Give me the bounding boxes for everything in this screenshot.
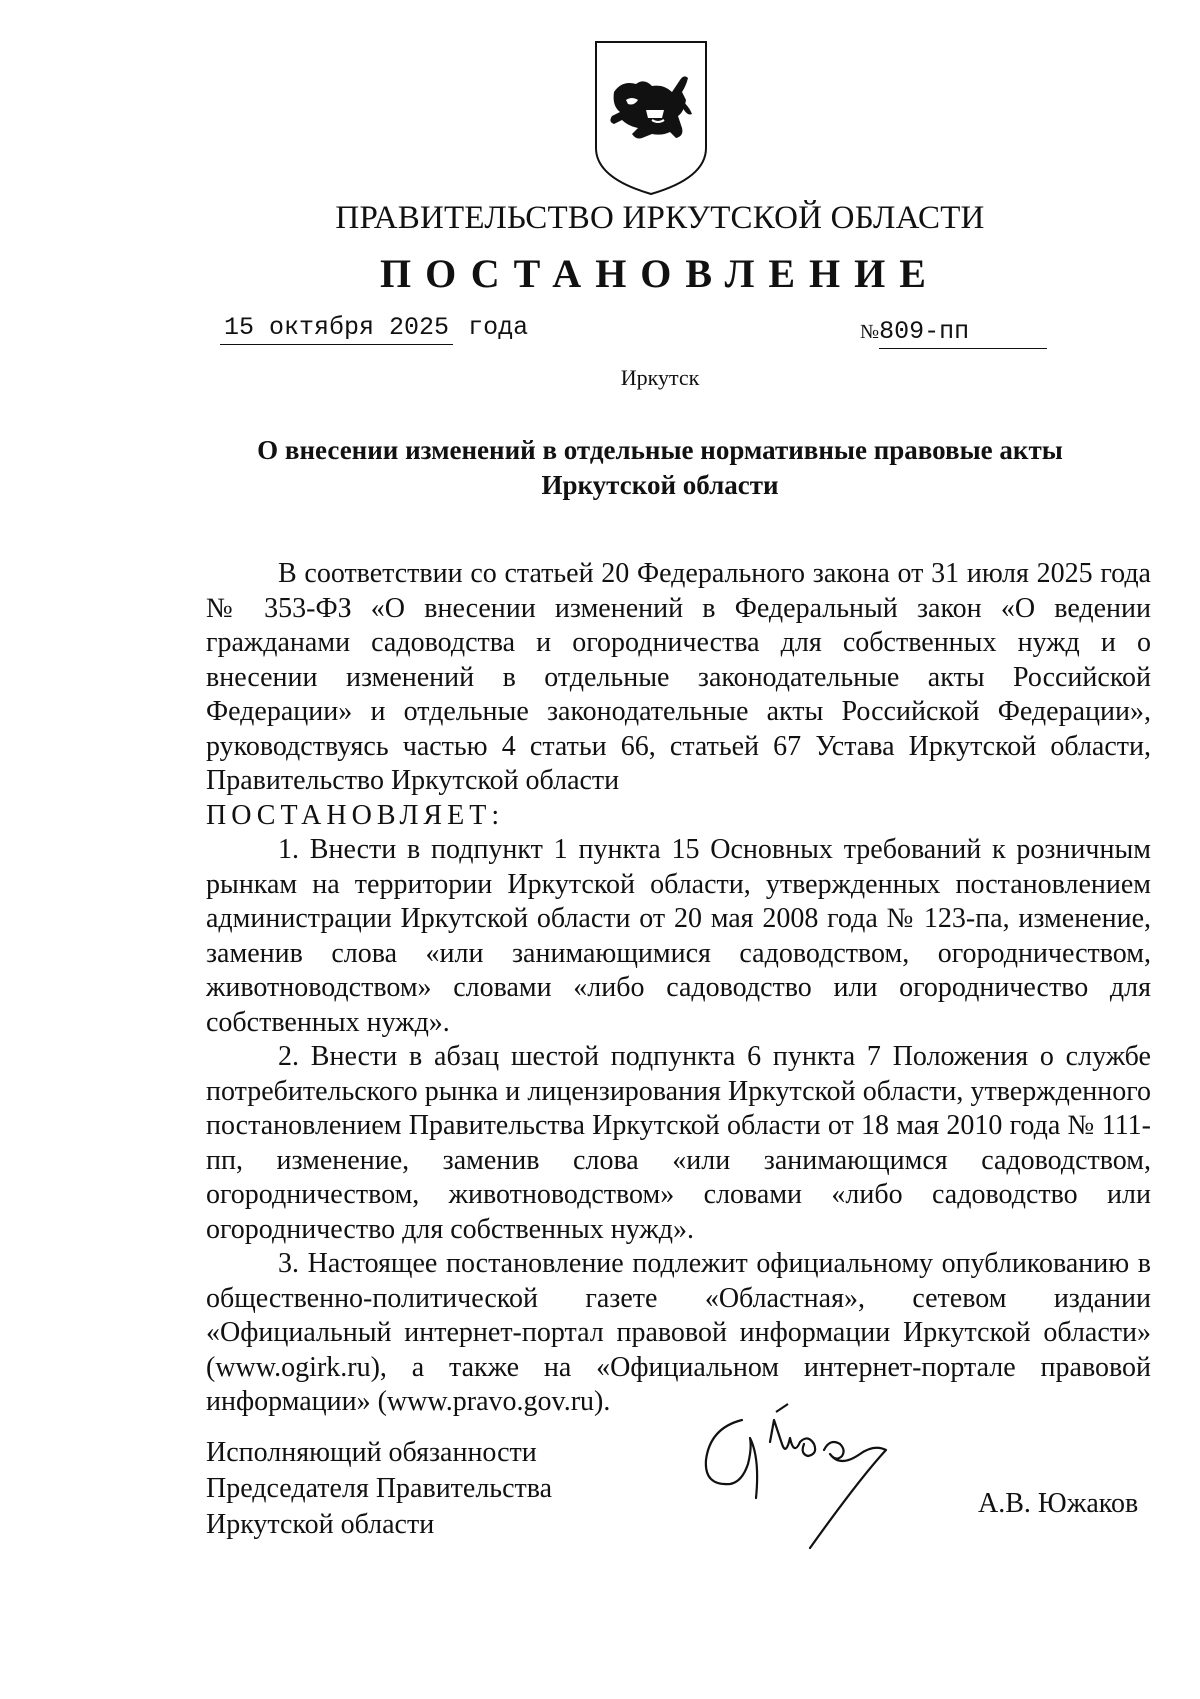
handwritten-signature (690, 1398, 940, 1558)
position-line-1: Исполняющий обязанности (206, 1437, 537, 1468)
city: Иркутск (620, 365, 700, 390)
item-3-paragraph: 3. Настоящее постановление подлежит официальному опубликованию в общественно-политической газете «Областная», сетевом издании «Официальный интернет-портал правовой информации Иркутской области» (www.ogirk.ru), а также на «Официальном интернет-портале правовой информации» (www.pravo.gov.ru). (206, 1248, 1151, 1417)
signatory-position (206, 1435, 552, 1543)
document-date (220, 313, 528, 345)
position-line-2: Председателя Правительства (206, 1473, 553, 1504)
title-line-1: О внесении изменений в отдельные нормативные правовые акты (257, 435, 1063, 465)
item-1-paragraph: 1. Внести в подпункт 1 пункта 15 Основных требований к розничным рынкам на территории Иркутской области, утвержденных постановлением администрации Иркутской области от 20 мая 2008 года № 123-па, изменение, заменив слова «или занимающимися садоводством, огородничеством, животноводством» словами «либо садоводство или огородничество для собственных нужд». (206, 834, 1151, 1038)
coat-of-arms-icon (592, 40, 710, 198)
number-value: 809-пп (879, 317, 1047, 349)
document-type: ПОСТАНОВЛЕНИЕ (380, 251, 940, 296)
title-line-2: Иркутской области (541, 470, 779, 500)
document-body (206, 557, 1151, 1420)
document-title (150, 433, 1170, 503)
date-value: 15 октября 2025 (220, 313, 453, 345)
signatory-name: А.В. Южаков (978, 1488, 1139, 1519)
item-2-paragraph: 2. Внести в абзац шестой подпункта 6 пункта 7 Положения о службе потребительского рынка и лицензирования Иркутской области, утвержденного постановлением Правительства Иркутской области от 18 мая 2010 года № 111-пп, изменение, заменив слова «или занимающимся садоводством, огородничеством, животноводством» словами «либо садоводство или огородничество для собственных нужд». (206, 1041, 1151, 1245)
document-number (860, 317, 1052, 349)
number-sign: № (860, 321, 880, 343)
organization-name: ПРАВИТЕЛЬСТВО ИРКУТСКОЙ ОБЛАСТИ (335, 200, 985, 236)
preamble-paragraph: В соответствии со статьей 20 Федерального закона от 31 июля 2025 года № 353-ФЗ «О внесении изменений в Федеральный закон «О ведении гражданами садоводства и огородничества для собственных нужд и о внесении изменений в отдельные законодательные акты Российской Федерации» и отдельные законодательные акты Российской Федерации», руководствуясь частью 4 статьи 66, статьей 67 Устава Иркутской области, Правительство Иркутской области (206, 558, 1151, 796)
date-suffix: года (468, 313, 529, 342)
position-line-3: Иркутской области (206, 1509, 435, 1540)
resolves-heading: ПОСТАНОВЛЯЕТ: (206, 799, 505, 831)
